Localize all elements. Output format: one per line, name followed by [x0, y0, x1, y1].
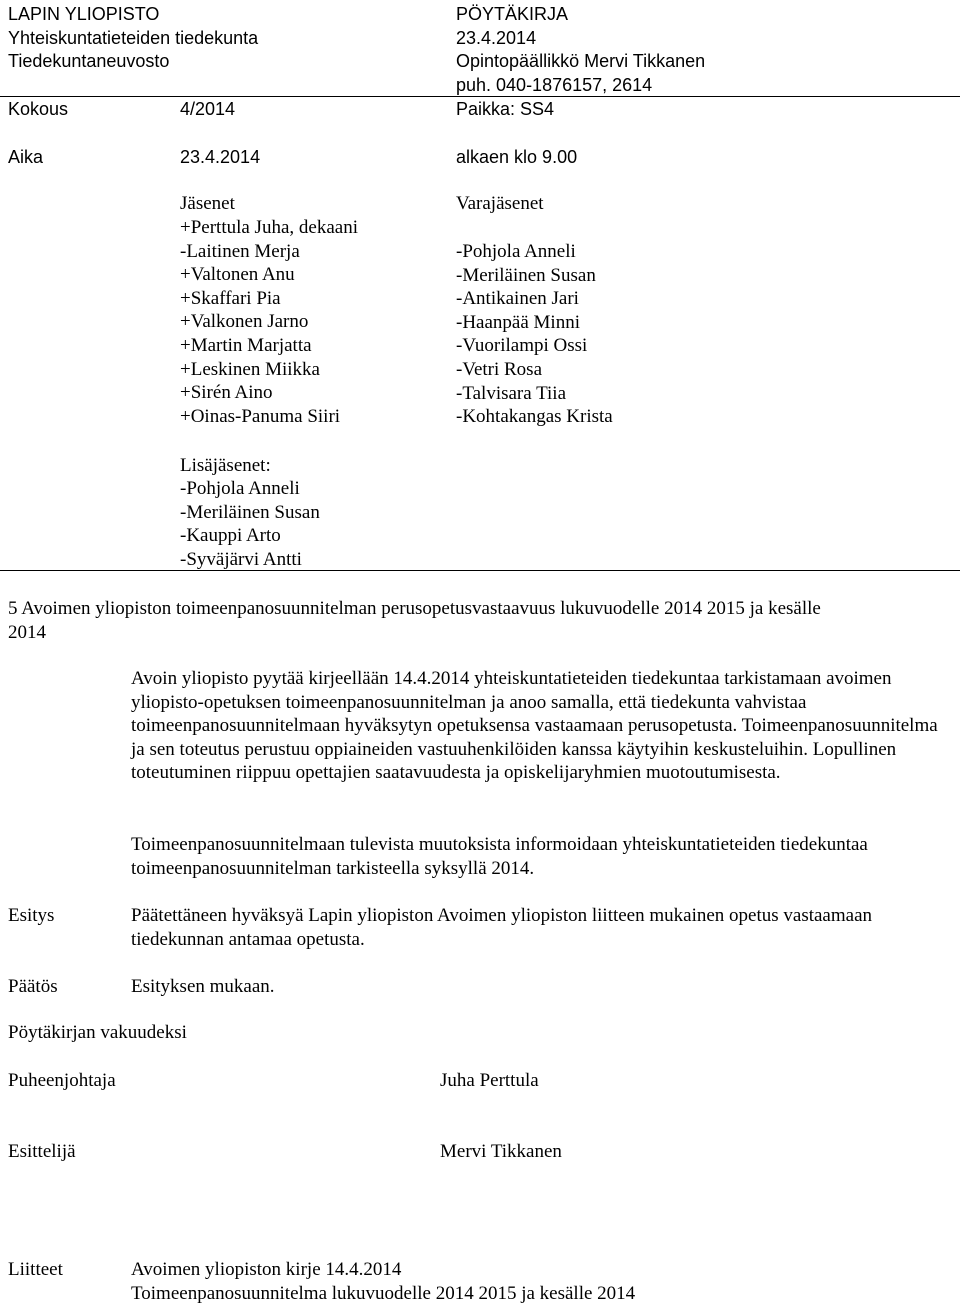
- member-item: +Valtonen Anu: [180, 264, 295, 286]
- deputy-item: -Haanpää Minni: [456, 311, 580, 333]
- meeting-label: Kokous: [8, 99, 69, 119]
- council-name: Tiedekuntaneuvosto: [8, 51, 170, 71]
- decision-text: Esityksen mukaan.: [131, 976, 275, 997]
- attachments-label: Liitteet: [8, 1259, 63, 1280]
- deputy-item: -Kohtakangas Krista: [456, 406, 613, 428]
- deputy-item: -Vetri Rosa: [456, 358, 543, 380]
- deputy-item: -Meriläinen Susan: [456, 264, 596, 286]
- deputies-list: [456, 240, 613, 429]
- secretary-label: Esittelijä: [8, 1141, 76, 1162]
- agenda-item-paragraph-1: Avoin yliopisto pyytää kirjeellään 14.4.2014 yhteiskuntatieteiden tiedekuntaa tarkistamaan avoimen yliopisto-opetuksen toimeenpanosuunnitelman ja anoo samalla, että tiedekunta vahvistaa toimeenpanosuunnitelmaan hyväksytyn opetuksensa vastaamaan perusopetusta. Toimeenpanosuunnitelma ja sen toteutus perustuu oppiaineiden vastuuhenkilöiden kanssa käytyihin keskusteluihin. Lopullinen toteutuminen riippuu opettajien saatavuudesta ja opiskelijaryhmien muotoutumisesta.: [131, 668, 938, 784]
- header-divider: [0, 96, 960, 97]
- attachment-item: Toimeenpanosuunnitelma lukuvuodelle 2014 2015 ja kesälle 2014: [131, 1282, 636, 1304]
- additional-members-title: Lisäjäsenet:: [180, 455, 271, 476]
- time-label: Aika: [8, 147, 44, 167]
- member-item: +Leskinen Miikka: [180, 358, 320, 380]
- meeting-place: Paikka: SS4: [456, 99, 555, 119]
- deputy-item: -Talvisara Tiia: [456, 382, 567, 404]
- additional-member-item: -Meriläinen Susan: [180, 501, 320, 523]
- document-type: PÖYTÄKIRJA: [456, 4, 569, 24]
- deputy-item: -Pohjola Anneli: [456, 241, 576, 262]
- member-item: +Sirén Aino: [180, 382, 273, 404]
- additional-member-item: -Syväjärvi Antti: [180, 548, 302, 570]
- proposal-text: Päätettäneen hyväksyä Lapin yliopiston Avoimen yliopiston liitteen mukainen opetus vastaamaan tiedekunnan antamaa opetusta.: [131, 905, 873, 950]
- agenda-item-heading: 5 Avoimen yliopiston toimeenpanosuunnitelman perusopetusvastaavuus lukuvuodelle 2014 2015 ja kesälle 2014: [8, 598, 821, 643]
- members-divider: [0, 570, 960, 571]
- minutes-certification-title: Pöytäkirjan vakuudeksi: [8, 1022, 187, 1043]
- member-item: +Oinas-Panuma Siiri: [180, 405, 341, 427]
- chair-label: Puheenjohtaja: [8, 1070, 116, 1091]
- chair-name: Juha Perttula: [440, 1070, 539, 1091]
- member-item: +Skaffari Pia: [180, 287, 281, 309]
- deputy-item: -Vuorilampi Ossi: [456, 335, 588, 357]
- member-item: +Perttula Juha, dekaani: [180, 217, 358, 238]
- additional-members-list: [180, 477, 320, 571]
- members-list: [180, 216, 358, 428]
- faculty-name: Yhteiskuntatieteiden tiedekunta: [8, 28, 259, 48]
- deputies-title: Varajäsenet: [456, 193, 544, 214]
- member-item: -Laitinen Merja: [180, 240, 300, 262]
- university-name: LAPIN YLIOPISTO: [8, 4, 160, 24]
- additional-member-item: -Pohjola Anneli: [180, 478, 300, 499]
- members-title: Jäsenet: [180, 193, 235, 214]
- attachments-list: [131, 1258, 635, 1305]
- member-item: +Valkonen Jarno: [180, 311, 309, 333]
- agenda-item-paragraph-2: Toimeenpanosuunnitelmaan tulevista muutoksista informoidaan yhteiskuntatieteiden tiedekuntaa toimeenpanosuunnitelman tarkisteella syksyllä 2014.: [131, 834, 868, 879]
- meeting-date: 23.4.2014: [180, 147, 261, 167]
- deputy-item: -Antikainen Jari: [456, 288, 579, 310]
- additional-member-item: -Kauppi Arto: [180, 525, 281, 547]
- meeting-time: alkaen klo 9.00: [456, 147, 578, 167]
- proposal-label: Esitys: [8, 905, 55, 926]
- secretary-name: Mervi Tikkanen: [440, 1141, 562, 1162]
- decision-label: Päätös: [8, 976, 58, 997]
- meeting-number: 4/2014: [180, 99, 236, 119]
- attachment-item: Avoimen yliopiston kirje 14.4.2014: [131, 1259, 402, 1280]
- contact-name: Opintopäällikkö Mervi Tikkanen: [456, 51, 706, 71]
- contact-phone: puh. 040-1876157, 2614: [456, 75, 653, 95]
- document-date: 23.4.2014: [456, 28, 537, 48]
- member-item: +Martin Marjatta: [180, 334, 312, 356]
